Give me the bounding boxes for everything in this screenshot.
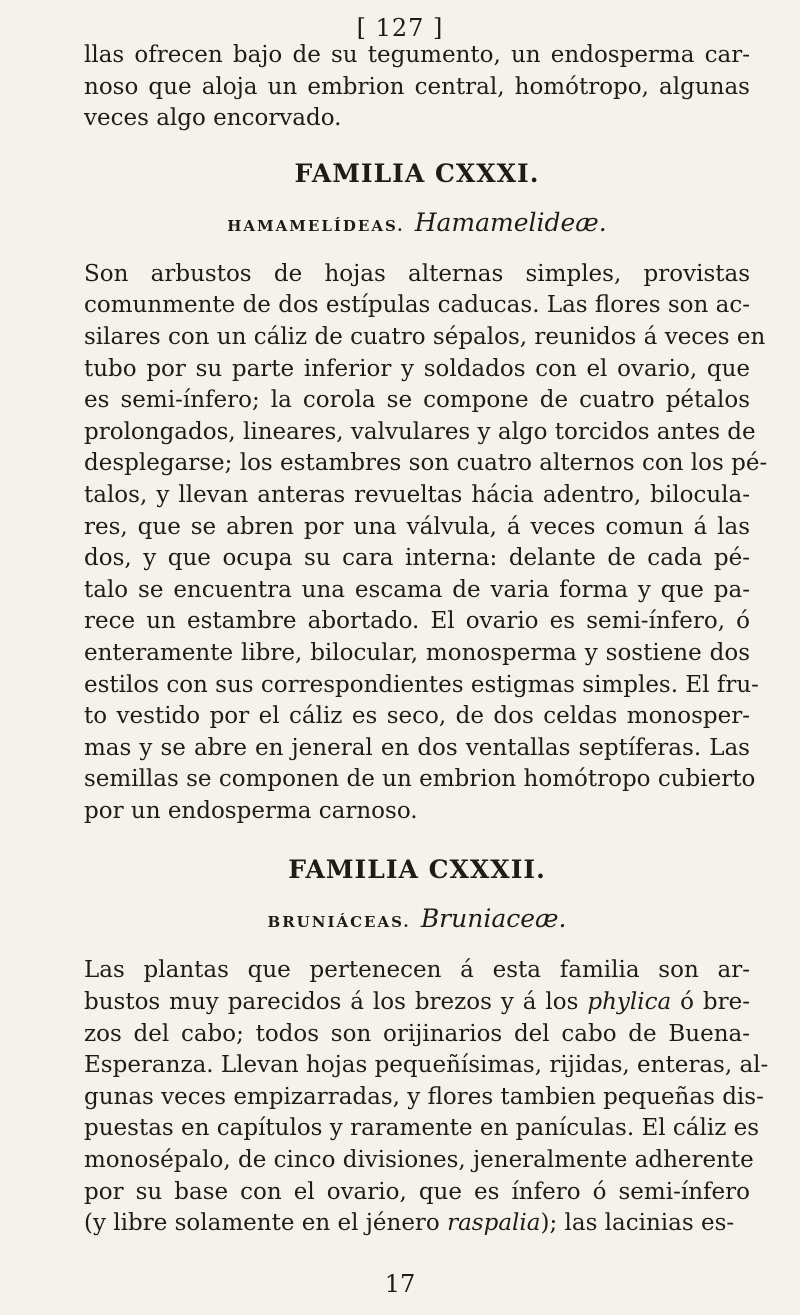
text-line: silares con un cáliz de cuatro sépalos, reunidos á veces en [84, 323, 766, 350]
text-line: prolongados, lineares, valvulares y algo torcidos antes de [84, 418, 756, 445]
text-line: talo se encuentra una escama de varia forma y que pa- [84, 576, 750, 603]
signature-mark: 17 [384, 1270, 416, 1298]
text-line [84, 987, 750, 1019]
text-line: es semi-ínfero; la corola se compone de cuatro pétalos [84, 387, 750, 414]
text-line [84, 1145, 754, 1177]
genus-name: phylica [587, 989, 672, 1016]
text-line: mas y se abre en jeneral en dos ventallas septíferas. Las [84, 734, 750, 761]
family-132-name [84, 904, 750, 933]
text-run: puestas en capítulos y raramente en panículas. El cáliz es [84, 1115, 760, 1142]
family-131-name-lat: Hamamelideæ. [414, 207, 607, 237]
family-132-name-lat: Bruniaceæ. [420, 904, 567, 934]
text-line: desplegarse; los estambres son cuatro alternos con los pé- [84, 450, 768, 477]
text-run: bustos muy parecidos á los brezos y á los [84, 989, 588, 1016]
text-line [84, 1113, 760, 1145]
text-line: rece un estambre abortado. El ovario es semi-ínfero, ó [84, 608, 750, 635]
text-run: por su base con el ovario, que es ínfero ó semi-ínfero [84, 1178, 750, 1205]
text-line: llas ofrecen bajo de su tegumento, un endosperma car- [84, 42, 750, 68]
text-line: estilos con sus correspondientes estigmas simples. El fru- [84, 671, 759, 698]
text-run: ); las lacinias es- [540, 1210, 735, 1237]
text-line [84, 1050, 769, 1082]
text-line: noso que aloja un embrion central, homótropo, algunas [84, 73, 750, 100]
text-line: Son arbustos de hojas alternas simples, provistas [84, 260, 750, 287]
intro-paragraph [84, 40, 750, 135]
family-131-description [84, 259, 768, 828]
text-line: talos, y llevan anteras revueltas hácia adentro, bilocula- [84, 481, 750, 508]
family-132-name-es: BRUNIÁCEAS. [267, 913, 411, 932]
text-line [84, 1208, 750, 1240]
text-line: to vestido por el cáliz es seco, de dos celdas monosper- [84, 703, 750, 730]
text-run: zos del cabo; todos son orijinarios del cabo de Buena- [84, 1020, 750, 1047]
text-line [84, 1019, 750, 1051]
family-131-title: FAMILIA CXXXI. [294, 158, 540, 188]
text-line: semillas se componen de un embrion homótropo cubierto [84, 766, 756, 793]
family-132-description [84, 955, 769, 1239]
text-line: por un endosperma carnoso. [84, 797, 418, 824]
text-run: Las plantas que pertenecen á esta familia son ar- [84, 957, 750, 984]
text-line: veces algo encorvado. [84, 105, 342, 132]
text-line [84, 1177, 750, 1209]
text-run: Esperanza. Llevan hojas pequeñísimas, rijidas, enteras, al- [84, 1052, 769, 1079]
family-131-name-es: HAMAMELÍDEAS. [227, 216, 405, 235]
family-131-name [84, 208, 750, 237]
text-run: monosépalo, de cinco divisiones, jeneralmente adherente [84, 1147, 754, 1174]
text-run: gunas veces empizarradas, y flores tambien pequeñas dis- [84, 1083, 764, 1110]
text-line [84, 955, 750, 987]
text-line: res, que se abren por una válvula, á veces comun á las [84, 513, 750, 540]
text-line: dos, y que ocupa su cara interna: delante de cada pé- [84, 545, 750, 572]
family-132-title: FAMILIA CXXXII. [288, 855, 546, 885]
page-number: [ 127 ] [356, 14, 444, 42]
text-run: (y libre solamente en el jénero [84, 1210, 448, 1237]
genus-name: raspalia [447, 1210, 541, 1237]
text-line [84, 1082, 764, 1114]
text-line: tubo por su parte inferior y soldados con el ovario, que [84, 355, 750, 382]
text-line: comunmente de dos estípulas caducas. Las flores son ac- [84, 292, 750, 319]
text-run: ó bre- [671, 989, 750, 1016]
text-line: enteramente libre, bilocular, monosperma y sostiene dos [84, 639, 750, 666]
